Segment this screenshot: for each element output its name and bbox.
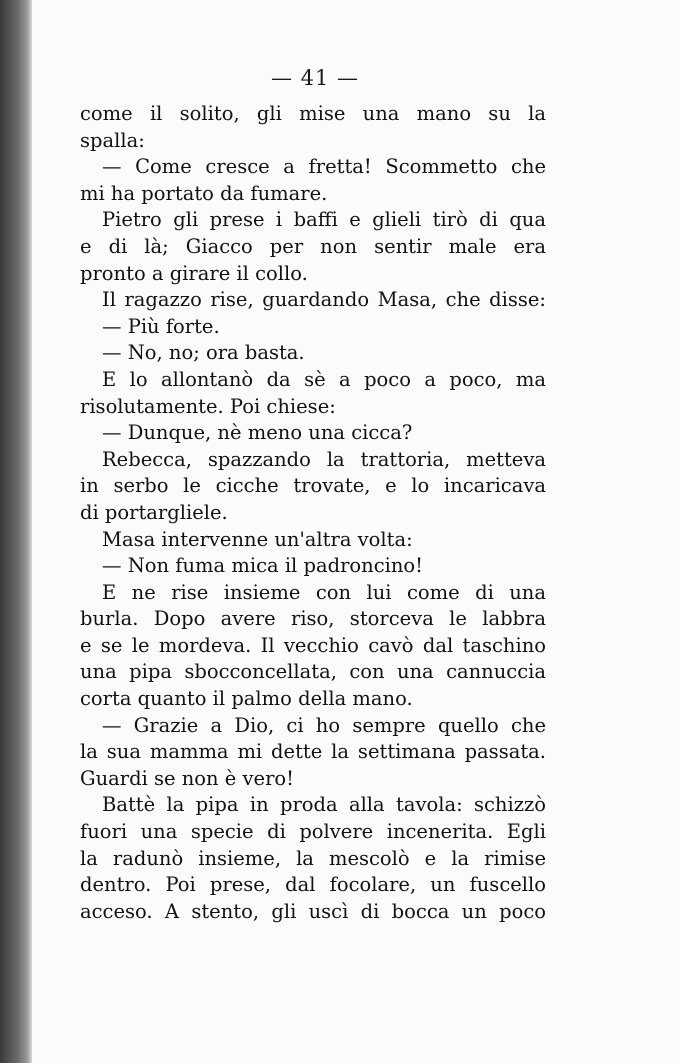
text-line: la sua mamma mi dette la settimana passata. — [80, 740, 546, 764]
text-line: fuori una specie di polvere incenerita. Egli — [80, 820, 546, 844]
text-line: una pipa sbocconcellata, con una cannuccia — [80, 660, 546, 684]
text-line: — Come cresce a fretta! Scommetto che — [102, 155, 546, 179]
text-line: la radunò insieme, la mescolò e la rimise — [80, 846, 546, 870]
text-line: di portargliele. — [80, 500, 228, 524]
text-line: — Più forte. — [102, 314, 220, 338]
text-line: come il solito, gli mise una mano su la — [80, 102, 546, 125]
text-line: corta quanto il palmo della mano. — [80, 687, 413, 711]
text-line: — Dunque, nè meno una cicca? — [102, 421, 413, 445]
text-line: e se le mordeva. Il vecchio cavò dal taschino — [80, 633, 546, 657]
text-line: — No, no; ora basta. — [102, 341, 305, 365]
body-text — [80, 101, 546, 925]
text-line: — Non fuma mica il padroncino! — [102, 554, 423, 578]
text-line: in serbo le cicche trovate, e lo incaricava — [80, 474, 546, 498]
text-line: e di là; Giacco per non sentir male era — [80, 234, 546, 258]
text-line: Il ragazzo rise, guardando Masa, che disse: — [102, 288, 546, 312]
text-line: Rebecca, spazzando la trattoria, metteva — [102, 447, 546, 471]
text-line: spalla: — [80, 128, 145, 152]
text-line: dentro. Poi prese, dal focolare, un fuscello — [80, 873, 546, 897]
text-line: Pietro gli prese i baffi e glieli tirò di qua — [102, 208, 546, 232]
text-line: risolutamente. Poi chiese: — [80, 394, 336, 418]
text-line: Battè la pipa in proda alla tavola: schizzò — [102, 793, 546, 817]
text-line: E lo allontanò da sè a poco a poco, ma — [102, 367, 546, 391]
text-line: pronto a girare il collo. — [80, 261, 308, 285]
text-line: burla. Dopo avere riso, storceva le labbra — [80, 607, 546, 631]
text-line: mi ha portato da fumare. — [80, 181, 328, 205]
binding-shadow — [0, 0, 32, 1063]
page-number: — 41 — — [270, 66, 360, 90]
text-line: — Grazie a Dio, ci ho sempre quello che — [102, 713, 546, 737]
text-line: Masa intervenne un'altra volta: — [102, 527, 413, 551]
text-line: acceso. A stento, gli uscì di bocca un poco — [80, 899, 546, 923]
text-line: E ne rise insieme con lui come di una — [102, 580, 546, 604]
text-line: Guardi se non è vero! — [80, 766, 294, 790]
